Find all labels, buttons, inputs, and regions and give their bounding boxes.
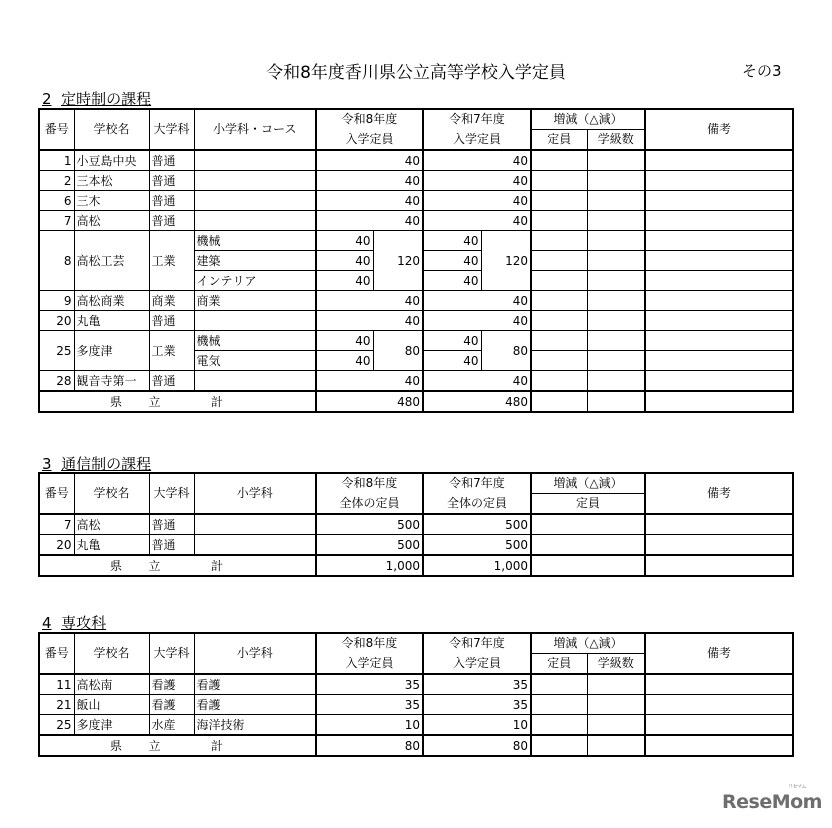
cell-r8-part: 40 — [316, 351, 373, 371]
header-major: 大学科 — [149, 633, 194, 674]
total-label-ritsu: 立 — [148, 738, 161, 753]
total-remarks — [645, 735, 793, 756]
cell-remarks — [645, 271, 793, 291]
cell-school: 高松南 — [74, 674, 149, 695]
header-minor: 小学科 — [194, 473, 316, 514]
section-title: 通信制の課程 — [61, 455, 152, 473]
cell-r8: 40 — [316, 150, 423, 171]
cell-r7: 40 — [423, 291, 531, 311]
cell-minor — [194, 150, 316, 171]
cell-no: 1 — [39, 150, 74, 171]
cell-no: 9 — [39, 291, 74, 311]
cell-major: 普通 — [149, 191, 194, 211]
cell-minor: 機械 — [194, 231, 316, 251]
cell-r7: 500 — [423, 514, 531, 535]
cell-r7: 40 — [423, 311, 531, 331]
cell-minor — [194, 171, 316, 191]
header-change: 増減（△減） — [531, 633, 645, 654]
cell-school: 高松工芸 — [74, 231, 149, 291]
header-r7: 令和7年度 — [423, 473, 531, 494]
cell-r8: 40 — [316, 371, 423, 392]
cell-change-capacity — [531, 695, 587, 715]
cell-minor: 商業 — [194, 291, 316, 311]
cell-r7: 40 — [423, 191, 531, 211]
cell-school: 多度津 — [74, 331, 149, 371]
cell-minor: 看護 — [194, 695, 316, 715]
cell-r8: 40 — [316, 291, 423, 311]
header-change-classes: 学級数 — [587, 130, 645, 151]
cell-change-capacity — [531, 271, 587, 291]
cell-r8: 40 — [316, 211, 423, 231]
section-heading-correspondence — [42, 453, 151, 474]
cell-remarks — [645, 171, 793, 191]
total-r8: 80 — [316, 735, 423, 756]
cell-no: 28 — [39, 371, 74, 392]
cell-school: 高松商業 — [74, 291, 149, 311]
cell-change-capacity — [531, 514, 645, 535]
section-title: 専攻科 — [61, 614, 107, 632]
cell-major: 普通 — [149, 211, 194, 231]
total-label — [39, 735, 316, 756]
cell-r8: 40 — [316, 311, 423, 331]
cell-change-capacity — [531, 251, 587, 271]
cell-minor: 電気 — [194, 351, 316, 371]
cell-change-capacity — [531, 351, 587, 371]
header-minor: 小学科・コース — [194, 109, 316, 150]
cell-remarks — [645, 351, 793, 371]
cell-major: 看護 — [149, 695, 194, 715]
cell-minor: 海洋技術 — [194, 715, 316, 736]
cell-no: 8 — [39, 231, 74, 291]
total-label — [39, 391, 316, 412]
page-label: その3 — [742, 62, 782, 80]
cell-minor — [194, 311, 316, 331]
cell-r7: 40 — [423, 150, 531, 171]
header-major: 大学科 — [149, 109, 194, 150]
total-label-kei: 計 — [210, 558, 223, 573]
total-change-classes — [587, 735, 645, 756]
header-school: 学校名 — [74, 633, 149, 674]
header-r7: 令和7年度 — [423, 109, 531, 130]
header-r8-sub: 全体の定員 — [316, 494, 423, 515]
header-remarks: 備考 — [645, 633, 793, 674]
cell-no: 6 — [39, 191, 74, 211]
header-change: 増減（△減） — [531, 109, 645, 130]
table-row-tadotsu — [39, 331, 793, 351]
cell-remarks — [645, 251, 793, 271]
cell-no: 25 — [39, 715, 74, 736]
cell-change-classes — [587, 171, 645, 191]
logo-text: ReseMom — [722, 791, 822, 813]
cell-remarks — [645, 191, 793, 211]
cell-r7-part: 40 — [423, 251, 481, 271]
section-title: 定時制の課程 — [61, 90, 152, 108]
total-label-ritsu: 立 — [148, 558, 161, 573]
cell-r7: 40 — [423, 211, 531, 231]
header-r8: 令和8年度 — [316, 109, 423, 130]
cell-change-classes — [587, 291, 645, 311]
cell-school: 高松 — [74, 514, 149, 535]
logo-kana: リセマム — [788, 784, 806, 790]
cell-change-capacity — [531, 715, 587, 736]
total-label-ken: 県 — [109, 738, 122, 753]
cell-r7: 35 — [423, 695, 531, 715]
header-remarks: 備考 — [645, 109, 793, 150]
cell-change-capacity — [531, 191, 587, 211]
header-major: 大学科 — [149, 473, 194, 514]
header-change-capacity: 定員 — [531, 654, 587, 675]
cell-r8-part: 40 — [316, 231, 373, 251]
header-remarks: 備考 — [645, 473, 793, 514]
header-r8-sub: 入学定員 — [316, 654, 423, 675]
cell-school: 小豆島中央 — [74, 150, 149, 171]
table-row — [39, 291, 793, 311]
total-label-kei: 計 — [210, 738, 223, 753]
cell-major: 普通 — [149, 514, 194, 535]
cell-r8: 35 — [316, 674, 423, 695]
cell-r8: 40 — [316, 191, 423, 211]
header-r7-sub: 全体の定員 — [423, 494, 531, 515]
cell-remarks — [645, 211, 793, 231]
cell-change-capacity — [531, 535, 645, 556]
cell-change-classes — [587, 150, 645, 171]
cell-school: 丸亀 — [74, 535, 149, 556]
cell-no: 7 — [39, 514, 74, 535]
cell-change-capacity — [531, 331, 587, 351]
header-no: 番号 — [39, 633, 74, 674]
header-r7-sub: 入学定員 — [423, 130, 531, 151]
cell-remarks — [645, 371, 793, 392]
header-change-capacity: 定員 — [531, 130, 587, 151]
cell-r8: 500 — [316, 514, 423, 535]
cell-r7: 500 — [423, 535, 531, 556]
total-r7: 480 — [423, 391, 531, 412]
cell-change-classes — [587, 231, 645, 251]
cell-remarks — [645, 695, 793, 715]
advanced-table — [38, 632, 794, 757]
cell-change-capacity — [531, 171, 587, 191]
total-change-classes — [587, 391, 645, 412]
cell-school: 丸亀 — [74, 311, 149, 331]
cell-change-capacity — [531, 371, 587, 392]
total-row — [39, 555, 793, 576]
cell-minor — [194, 211, 316, 231]
cell-no: 7 — [39, 211, 74, 231]
cell-minor: 建築 — [194, 251, 316, 271]
cell-major: 水産 — [149, 715, 194, 736]
table-row — [39, 191, 793, 211]
section-number: 2 — [42, 90, 52, 108]
cell-major: 工業 — [149, 331, 194, 371]
table-row — [39, 171, 793, 191]
cell-r7: 40 — [423, 171, 531, 191]
part-time-table — [38, 108, 794, 413]
cell-minor: インテリア — [194, 271, 316, 291]
total-r7: 1,000 — [423, 555, 531, 576]
cell-major: 工業 — [149, 231, 194, 291]
cell-remarks — [645, 331, 793, 351]
cell-r8-part: 40 — [316, 271, 373, 291]
resemom-logo — [722, 784, 822, 813]
cell-r8-total: 80 — [373, 331, 423, 371]
cell-change-classes — [587, 695, 645, 715]
cell-remarks — [645, 311, 793, 331]
cell-r7-part: 40 — [423, 351, 481, 371]
cell-major: 普通 — [149, 371, 194, 392]
cell-remarks — [645, 291, 793, 311]
cell-major: 商業 — [149, 291, 194, 311]
cell-no: 11 — [39, 674, 74, 695]
cell-no: 25 — [39, 331, 74, 371]
table-row — [39, 674, 793, 695]
total-remarks — [645, 555, 793, 576]
total-label-ken: 県 — [109, 558, 122, 573]
section-number: 3 — [42, 455, 52, 473]
total-r8: 1,000 — [316, 555, 423, 576]
table-row — [39, 695, 793, 715]
table-row — [39, 715, 793, 736]
total-r7: 80 — [423, 735, 531, 756]
cell-r8: 10 — [316, 715, 423, 736]
correspondence-table — [38, 472, 794, 577]
header-no: 番号 — [39, 473, 74, 514]
cell-change-classes — [587, 191, 645, 211]
cell-change-capacity — [531, 674, 587, 695]
total-change-capacity — [531, 555, 645, 576]
header-r7-sub: 入学定員 — [423, 654, 531, 675]
header-school: 学校名 — [74, 109, 149, 150]
cell-no: 2 — [39, 171, 74, 191]
cell-remarks — [645, 715, 793, 736]
cell-r7: 40 — [423, 371, 531, 392]
cell-r8-part: 40 — [316, 331, 373, 351]
cell-school: 多度津 — [74, 715, 149, 736]
total-label-kei: 計 — [210, 394, 223, 409]
cell-major: 普通 — [149, 311, 194, 331]
cell-change-classes — [587, 371, 645, 392]
cell-change-classes — [587, 674, 645, 695]
cell-minor — [194, 514, 316, 535]
total-row — [39, 735, 793, 756]
cell-remarks — [645, 150, 793, 171]
cell-r7: 10 — [423, 715, 531, 736]
cell-change-classes — [587, 271, 645, 291]
cell-change-capacity — [531, 150, 587, 171]
cell-change-capacity — [531, 211, 587, 231]
total-row — [39, 391, 793, 412]
cell-remarks — [645, 674, 793, 695]
cell-r8: 40 — [316, 171, 423, 191]
section-heading-advanced — [42, 612, 106, 633]
table-row — [39, 371, 793, 392]
cell-remarks — [645, 231, 793, 251]
table-row — [39, 150, 793, 171]
cell-r8: 500 — [316, 535, 423, 556]
cell-change-classes — [587, 311, 645, 331]
cell-r7: 35 — [423, 674, 531, 695]
total-change-capacity — [531, 735, 587, 756]
cell-r8-total: 120 — [373, 231, 423, 291]
cell-minor: 看護 — [194, 674, 316, 695]
cell-minor — [194, 535, 316, 556]
cell-change-classes — [587, 351, 645, 371]
total-label — [39, 555, 316, 576]
header-school: 学校名 — [74, 473, 149, 514]
total-remarks — [645, 391, 793, 412]
cell-change-classes — [587, 211, 645, 231]
cell-school: 三木 — [74, 191, 149, 211]
cell-r8-part: 40 — [316, 251, 373, 271]
cell-school: 観音寺第一 — [74, 371, 149, 392]
total-change-capacity — [531, 391, 587, 412]
cell-r7-part: 40 — [423, 231, 481, 251]
section-heading-part-time — [42, 88, 151, 109]
cell-major: 普通 — [149, 171, 194, 191]
cell-minor — [194, 371, 316, 392]
cell-r7-part: 40 — [423, 331, 481, 351]
header-r8-sub: 入学定員 — [316, 130, 423, 151]
header-r8: 令和8年度 — [316, 473, 423, 494]
cell-no: 21 — [39, 695, 74, 715]
cell-change-capacity — [531, 231, 587, 251]
table-row — [39, 311, 793, 331]
document-title: 令和8年度香川県公立高等学校入学定員 — [266, 63, 566, 83]
cell-change-classes — [587, 331, 645, 351]
cell-remarks — [645, 535, 793, 556]
cell-no: 20 — [39, 311, 74, 331]
cell-school: 三本松 — [74, 171, 149, 191]
header-no: 番号 — [39, 109, 74, 150]
cell-r7-total: 120 — [481, 231, 531, 291]
cell-major: 普通 — [149, 535, 194, 556]
cell-minor — [194, 191, 316, 211]
cell-major: 普通 — [149, 150, 194, 171]
total-label-ritsu: 立 — [148, 394, 161, 409]
cell-major: 看護 — [149, 674, 194, 695]
total-r8: 480 — [316, 391, 423, 412]
cell-change-capacity — [531, 311, 587, 331]
cell-change-classes — [587, 715, 645, 736]
cell-school: 飯山 — [74, 695, 149, 715]
header-minor: 小学科 — [194, 633, 316, 674]
cell-no: 20 — [39, 535, 74, 556]
cell-r7-total: 80 — [481, 331, 531, 371]
total-label-ken: 県 — [109, 394, 122, 409]
cell-change-classes — [587, 251, 645, 271]
table-row — [39, 211, 793, 231]
header-r8: 令和8年度 — [316, 633, 423, 654]
header-change-capacity: 定員 — [531, 494, 645, 515]
table-row — [39, 535, 793, 556]
header-r7: 令和7年度 — [423, 633, 531, 654]
table-row — [39, 514, 793, 535]
header-change-classes: 学級数 — [587, 654, 645, 675]
cell-r7-part: 40 — [423, 271, 481, 291]
cell-remarks — [645, 514, 793, 535]
cell-r8: 35 — [316, 695, 423, 715]
table-row-kogei — [39, 231, 793, 251]
cell-school: 高松 — [74, 211, 149, 231]
section-number: 4 — [42, 614, 52, 632]
header-change: 増減（△減） — [531, 473, 645, 494]
cell-minor: 機械 — [194, 331, 316, 351]
cell-change-capacity — [531, 291, 587, 311]
